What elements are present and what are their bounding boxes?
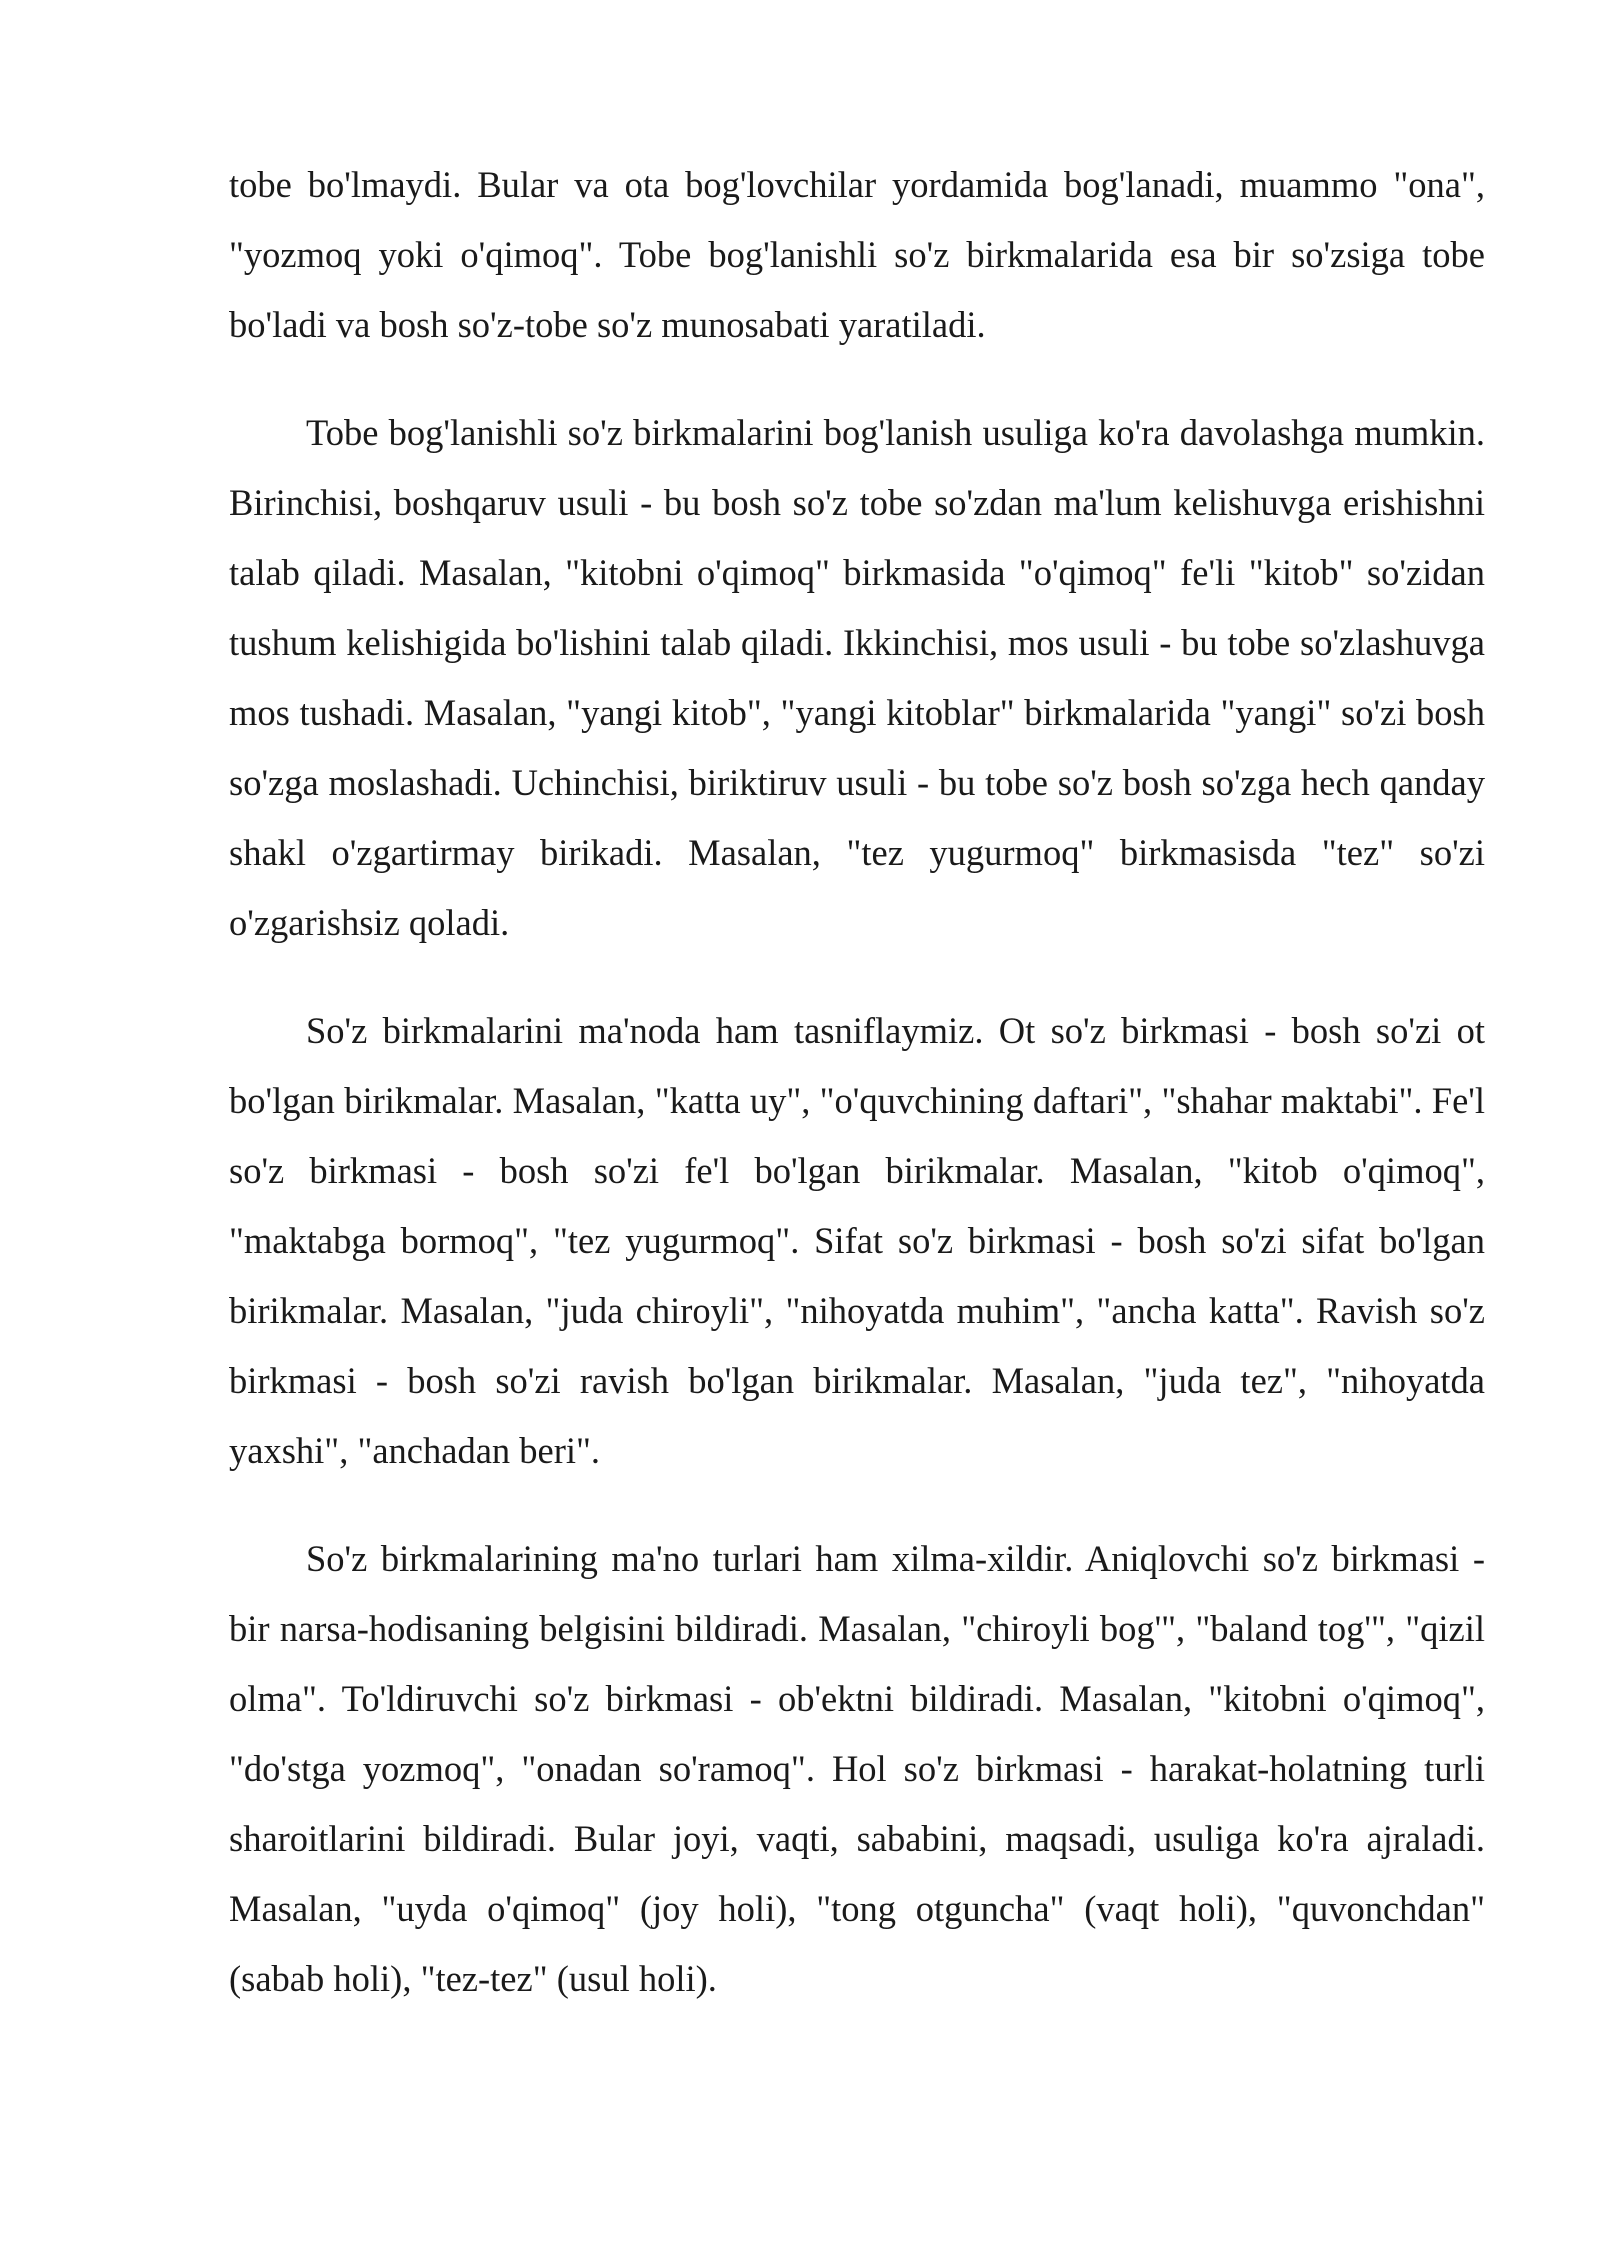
paragraph-2: Tobe bog'lanishli so'z birkmalarini bog'lanish usuliga ko'ra davolashga mumkin. Birinchisi, boshqaruv usuli - bu bosh so'z tobe so'zdan ma'lum kelishuvga erishishni talab qiladi. Masalan, "kitobni o'qimoq" birkmasida "o'qimoq" fe'li "kitob" so'zidan tushum kelishigida bo'lishini talab qiladi. Ikkinchisi, mos usuli - bu tobe so'zlashuvga mos tushadi. Masalan, "yangi kitob", "yangi kitoblar" birkmalarida "yangi" so'zi bosh so'zga moslashadi. Uchinchisi, biriktiruv usuli - bu tobe so'z bosh so'zga hech qanday shakl o'zgartirmay birikadi. Masalan, "tez yugurmoq" birkmasisda "tez" so'zi o'zgarishsiz qoladi. bbox=[229, 412, 1485, 943]
paragraph-1: tobe bo'lmaydi. Bular va ota bog'lovchilar yordamida bog'lanadi, muammo "ona", "yozmoq yoki o'qimoq". Tobe bog'lanishli so'z birkmalarida esa bir so'zsiga tobe bo'ladi va bosh so'z-tobe so'z munosabati yaratiladi. bbox=[229, 164, 1485, 345]
paragraph-3: So'z birkmalarini ma'noda ham tasniflaymiz. Ot so'z birkmasi - bosh so'zi ot bo'lgan birikmalar. Masalan, "katta uy", "o'quvchining daftari", "shahar maktabi". Fe'l so'z birkmasi - bosh so'zi fe'l bo'lgan birikmalar. Masalan, "kitob o'qimoq", "maktabga bormoq", "tez yugurmoq". Sifat so'z birkmasi - bosh so'zi sifat bo'lgan birikmalar. Masalan, "juda chiroyli", "nihoyatda muhim", "ancha katta". Ravish so'z birkmasi - bosh so'zi ravish bo'lgan birikmalar. Masalan, "juda tez", "nihoyatda yaxshi", "anchadan beri". bbox=[229, 1010, 1485, 1471]
paragraph-4: So'z birkmalarining ma'no turlari ham xilma-xildir. Aniqlovchi so'z birkmasi - bir narsa-hodisaning belgisini bildiradi. Masalan, "chiroyli bog'", "baland tog'", "qizil olma". To'ldiruvchi so'z birkmasi - ob'ektni bildiradi. Masalan, "kitobni o'qimoq", "do'stga yozmoq", "onadan so'ramoq". Hol so'z birkmasi - harakat-holatning turli sharoitlarini bildiradi. Bular joyi, vaqti, sababini, maqsadi, usuliga ko'ra ajraladi. Masalan, "uyda o'qimoq" (joy holi), "tong otguncha" (vaqt holi), "quvonchdan" (sabab holi), "tez-tez" (usul holi). bbox=[229, 1538, 1485, 1999]
document-page bbox=[229, 150, 1485, 2052]
